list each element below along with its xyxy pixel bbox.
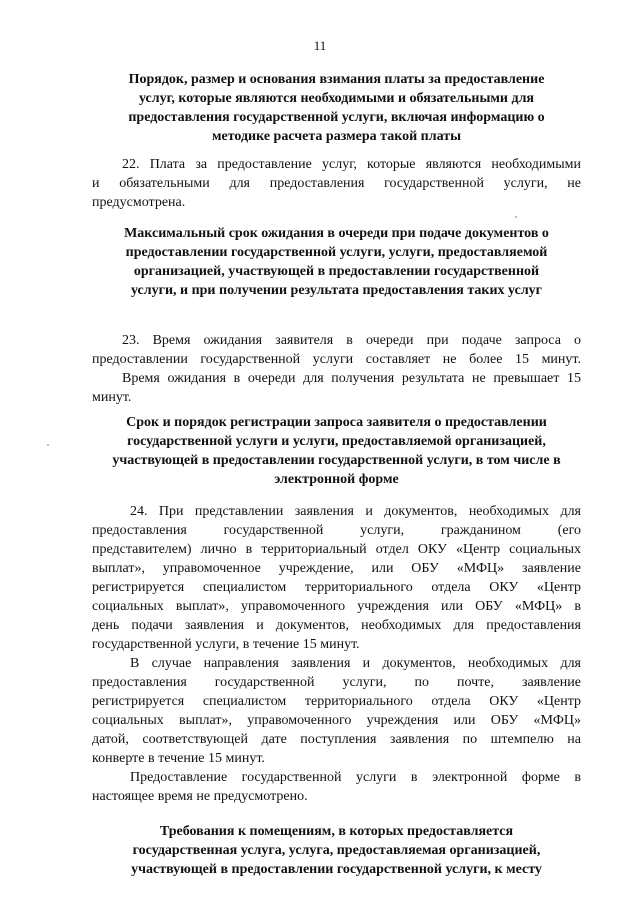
paragraph-line: предоставления государственной услуги, гражданином (его bbox=[92, 523, 581, 538]
paragraph-line: Предоставление государственной услуги в электронной форме в bbox=[130, 770, 581, 785]
section-heading-queue bbox=[92, 224, 581, 300]
paragraph-line: предоставлении государственной услуги составляет не более 15 минут. bbox=[92, 352, 581, 367]
heading-line: предоставления государственной услуги, включая информацию о bbox=[128, 110, 545, 125]
paragraph-line: день подачи заявления и документов, необходимых для предоставления bbox=[92, 618, 581, 633]
paragraph-line: Время ожидания в очереди для получения результата не превышает 15 bbox=[122, 371, 581, 386]
paragraph-line: датой, соответствующей дате поступления заявления по штемпелю на bbox=[92, 732, 581, 747]
paragraph-line: социальных выплат», управомоченного учреждения или ОБУ «МФЦ» в bbox=[92, 599, 581, 614]
heading-line: Максимальный срок ожидания в очереди при подаче документов о bbox=[124, 226, 549, 241]
paragraph-line: социальных выплат», управомоченного учреждения или ОБУ «МФЦ» bbox=[92, 713, 581, 728]
heading-line: Требования к помещениям, в которых предоставляется bbox=[159, 824, 514, 839]
paragraph-line: и обязательными для предоставления государственной услуги, не bbox=[92, 176, 581, 191]
paragraph-line: 23. Время ожидания заявителя в очереди при подаче запроса о bbox=[122, 333, 581, 348]
heading-line: предоставлении государственной услуги, услуги, предоставляемой bbox=[125, 245, 548, 260]
heading-line: методике расчета размера такой платы bbox=[211, 129, 462, 144]
paragraph-line: В случае направления заявления и документов, необходимых для bbox=[130, 656, 581, 671]
heading-line: государственной услуги и услуги, предоставляемой организацией, bbox=[127, 434, 546, 449]
paragraph-line: представителем) лично в территориальный отдел ОКУ «Центр социальных bbox=[92, 542, 581, 557]
paragraph-line: предоставления государственной услуги, по почте, заявление bbox=[92, 675, 581, 690]
paragraph-line: предусмотрена. bbox=[92, 195, 186, 210]
paragraph-line: регистрируется специалистом территориального отдела ОКУ «Центр bbox=[92, 580, 581, 595]
paragraph-line: 22. Плата за предоставление услуг, которые являются необходимыми bbox=[122, 157, 581, 172]
paragraph-line: 24. При представлении заявления и документов, необходимых для bbox=[130, 504, 581, 519]
paragraph-24 bbox=[92, 502, 581, 654]
paragraph-line: выплат», управомоченное учреждение, или ОБУ «МФЦ» заявление bbox=[92, 561, 581, 576]
paragraph-24-mail bbox=[92, 654, 581, 768]
paragraph-23 bbox=[92, 331, 581, 407]
heading-line: услуги, и при получении результата предоставления таких услуг bbox=[130, 283, 543, 298]
section-heading-registration bbox=[92, 413, 581, 489]
paragraph-line: государственной услуги, в течение 15 минут. bbox=[92, 637, 360, 652]
section-heading-fees bbox=[92, 70, 581, 146]
paragraph-24-electronic bbox=[92, 768, 581, 806]
paragraph-line: настоящее время не предусмотрено. bbox=[92, 789, 308, 804]
heading-line: Порядок, размер и основания взимания платы за предоставление bbox=[128, 72, 545, 87]
heading-line: электронной форме bbox=[274, 472, 399, 487]
paragraph-line: конверте в течение 15 минут. bbox=[92, 751, 265, 766]
page-number: 11 bbox=[313, 38, 327, 53]
heading-line: государственная услуга, услуга, предоставляемая организацией, bbox=[132, 843, 541, 858]
paragraph-22 bbox=[92, 155, 581, 212]
paragraph-line: минут. bbox=[92, 390, 132, 405]
scan-speck bbox=[47, 444, 49, 446]
heading-line: Срок и порядок регистрации запроса заявителя о предоставлении bbox=[126, 415, 547, 430]
heading-line: участвующей в предоставлении государственной услуги, в том числе в bbox=[112, 453, 561, 468]
scan-speck bbox=[515, 216, 517, 218]
heading-line: организацией, участвующей в предоставлении государственной bbox=[133, 264, 540, 279]
section-heading-premises bbox=[92, 822, 581, 879]
paragraph-line: регистрируется специалистом территориального отдела ОКУ «Центр bbox=[92, 694, 581, 709]
heading-line: участвующей в предоставлении государственной услуги, к месту bbox=[131, 862, 542, 877]
heading-line: услуг, которые являются необходимыми и обязательными для bbox=[138, 91, 534, 106]
